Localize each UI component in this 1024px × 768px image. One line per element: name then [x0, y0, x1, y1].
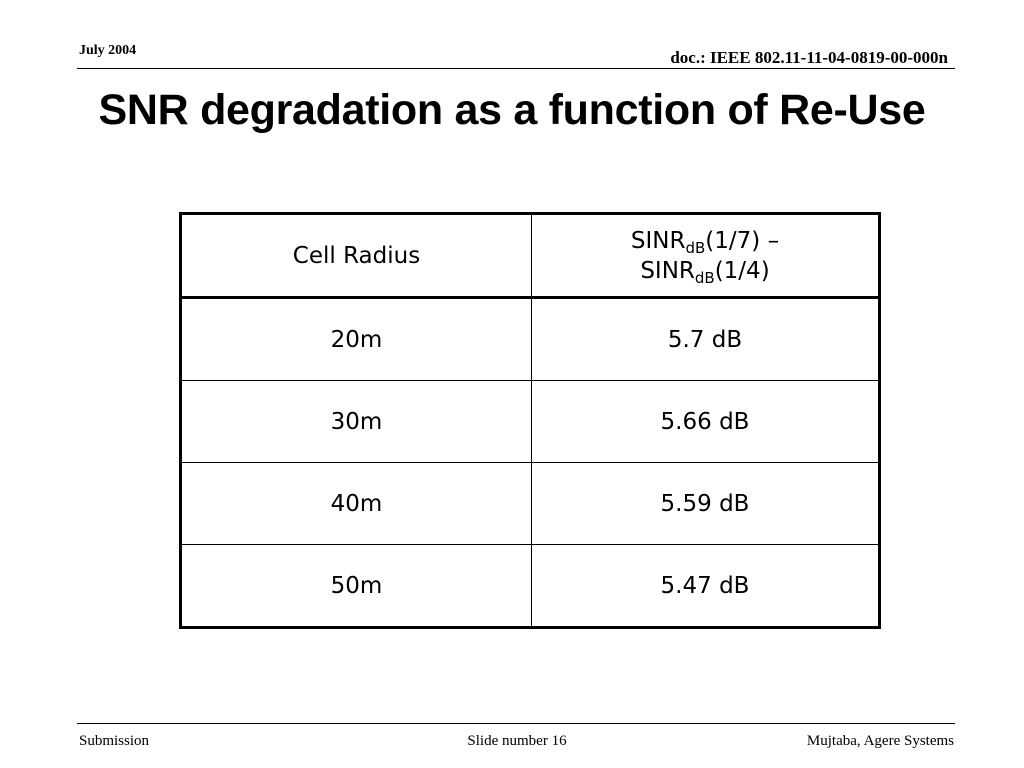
- footer-divider: [77, 723, 955, 724]
- sinr-label: SINR: [630, 227, 686, 254]
- table-row: [181, 381, 880, 463]
- header-date: July 2004: [79, 43, 137, 58]
- radius-cell: 40m: [181, 463, 532, 545]
- radius-cell: 30m: [181, 381, 532, 463]
- radius-cell: 50m: [181, 545, 532, 628]
- radius-cell: 20m: [181, 298, 532, 381]
- slide-title: SNR degradation as a function of Re-Use: [98, 86, 926, 134]
- sinr-reuse-1-4: (1/4): [714, 257, 770, 284]
- sinr-label: SINR: [640, 257, 695, 284]
- table-row: [181, 298, 880, 381]
- header-cell-sinr-diff: [532, 214, 880, 298]
- value-cell: 5.7 dB: [532, 298, 880, 381]
- value-cell: 5.59 dB: [532, 463, 880, 545]
- table-row: [181, 545, 880, 628]
- footer-author: Mujtaba, Agere Systems: [806, 733, 954, 749]
- sinr-subscript: dB: [694, 268, 715, 287]
- header-doc-id: doc.: IEEE 802.11-11-04-0819-00-000n: [670, 48, 948, 67]
- snr-table: [179, 212, 881, 629]
- header-cell-radius: Cell Radius: [181, 214, 532, 298]
- sinr-reuse-1-7: (1/7) –: [705, 227, 780, 254]
- footer-slide-number: Slide number 16: [467, 733, 567, 749]
- header-divider: [77, 68, 955, 69]
- footer-submission: Submission: [79, 733, 150, 749]
- table-row: [181, 463, 880, 545]
- value-cell: 5.66 dB: [532, 381, 880, 463]
- sinr-subscript: dB: [685, 238, 706, 257]
- table-header-row: [181, 214, 880, 298]
- value-cell: 5.47 dB: [532, 545, 880, 628]
